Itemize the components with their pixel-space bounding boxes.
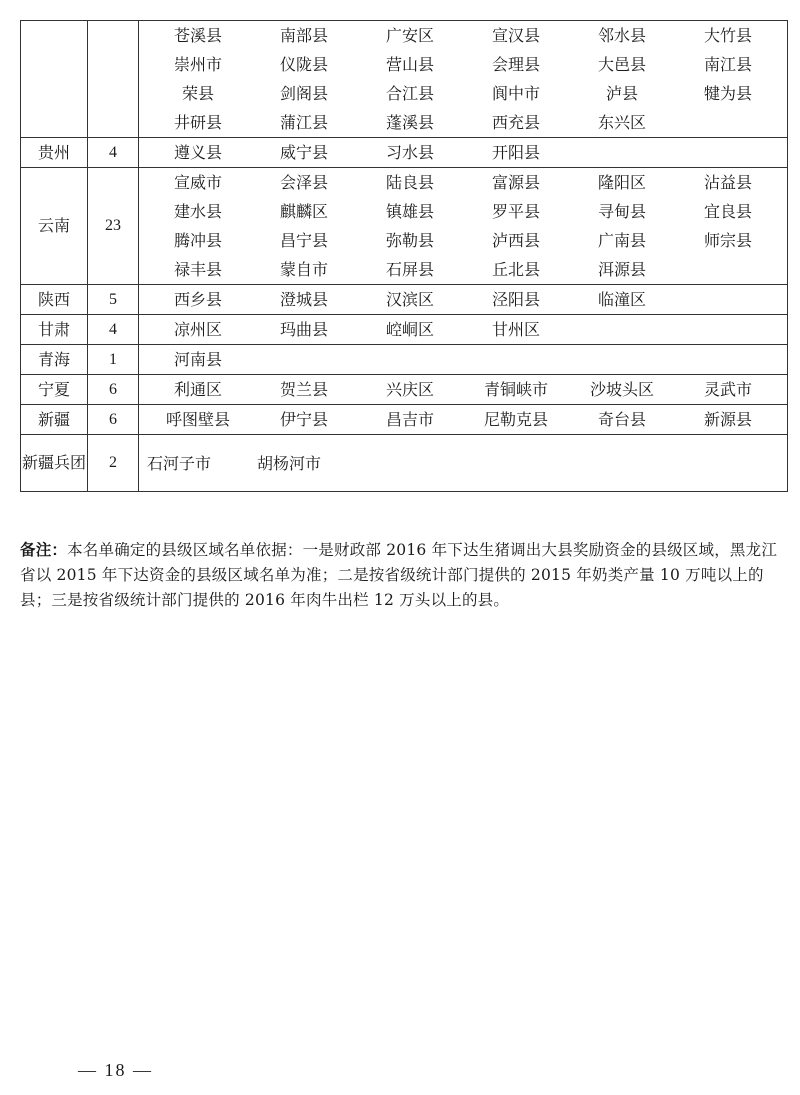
county-name: 开阳县 (491, 143, 540, 162)
county-name: 犍为县 (703, 84, 752, 103)
county-name: 宣汉县 (491, 26, 540, 45)
county-name: 奇台县 (597, 410, 646, 429)
county-name: 澄城县 (279, 290, 328, 309)
county-name: 寻甸县 (597, 202, 646, 221)
count-cell: 4 (88, 138, 139, 168)
county-names-cell (139, 435, 788, 492)
county-name: 灵武市 (703, 380, 752, 399)
county-name: 仪陇县 (279, 55, 328, 74)
county-name: 石屏县 (385, 260, 434, 279)
county-name: 胡杨河市 (257, 453, 322, 473)
county-name: 南江县 (703, 55, 752, 74)
county-name: 青铜峡市 (483, 380, 548, 399)
county-names-cell (139, 345, 788, 375)
province-cell: 云南 (21, 168, 88, 285)
county-name: 泸县 (605, 84, 638, 103)
county-name: 广安区 (385, 26, 434, 45)
table-row (21, 435, 788, 492)
county-name: 伊宁县 (279, 410, 328, 429)
county-name: 井研县 (173, 113, 222, 132)
count-cell: 6 (88, 405, 139, 435)
county-table (20, 20, 788, 492)
county-name: 阆中市 (491, 84, 540, 103)
county-name: 大竹县 (703, 26, 752, 45)
county-name: 蓬溪县 (385, 113, 434, 132)
county-name: 弥勒县 (385, 231, 434, 250)
county-name: 建水县 (173, 202, 222, 221)
footnote-text: 本名单确定的县级区域名单依据：一是财政部 2016 年下达生猪调出大县奖励资金的县级区域，黑龙江省以 2015 年下达资金的县级区域名单为准；二是按省级统计部门提供的 2015 年奶类产量 10 万吨以上的县；三是按省级统计部门提供的 2016 年肉牛出栏 12 万头以上的县。 (20, 541, 778, 609)
page-number: — 18 — (78, 1060, 153, 1080)
county-name (569, 345, 675, 374)
county-name-grid (145, 21, 781, 137)
county-name: 利通区 (173, 380, 222, 399)
county-name (357, 345, 463, 374)
province-cell: 陕西 (21, 285, 88, 315)
province-cell: 新疆兵团 (21, 435, 88, 492)
county-name: 苍溪县 (173, 26, 222, 45)
county-name: 贺兰县 (279, 380, 328, 399)
county-name: 师宗县 (703, 231, 752, 250)
table-row (21, 375, 788, 405)
county-name: 西乡县 (173, 290, 222, 309)
county-name: 隆阳区 (597, 173, 646, 192)
county-name: 遵义县 (173, 143, 222, 162)
county-name: 呼图壁县 (165, 410, 230, 429)
county-name: 沾益县 (703, 173, 752, 192)
county-name: 合江县 (385, 84, 434, 103)
county-name: 麒麟区 (279, 202, 328, 221)
county-name: 蒲江县 (279, 113, 328, 132)
footnote (20, 538, 790, 613)
county-name: 丘北县 (491, 260, 540, 279)
table-row (21, 405, 788, 435)
county-name: 新源县 (703, 410, 752, 429)
county-names-cell (139, 138, 788, 168)
county-names-cell (139, 285, 788, 315)
county-name (675, 285, 781, 314)
count-cell: 23 (88, 168, 139, 285)
county-name (675, 108, 781, 137)
county-name-grid (145, 285, 781, 314)
county-names-cell (139, 405, 788, 435)
count-cell: 6 (88, 375, 139, 405)
county-name (251, 345, 357, 374)
county-name: 习水县 (385, 143, 434, 162)
county-name: 剑阁县 (279, 84, 328, 103)
province-cell: 新疆 (21, 405, 88, 435)
county-name: 泸西县 (491, 231, 540, 250)
county-name: 腾冲县 (173, 231, 222, 250)
county-name (569, 315, 675, 344)
county-name: 沙坡头区 (589, 380, 654, 399)
table-row (21, 315, 788, 345)
county-name: 荣县 (181, 84, 214, 103)
table-row (21, 21, 788, 138)
count-cell (88, 21, 139, 138)
county-name: 甘州区 (491, 320, 540, 339)
province-cell (21, 21, 88, 138)
province-cell: 宁夏 (21, 375, 88, 405)
county-names-cell (139, 168, 788, 285)
county-name: 威宁县 (279, 143, 328, 162)
county-name (675, 315, 781, 344)
county-name-grid (145, 405, 781, 434)
county-name: 石河子市 (147, 453, 212, 473)
county-name: 大邑县 (597, 55, 646, 74)
count-cell: 2 (88, 435, 139, 492)
county-names-cell (139, 375, 788, 405)
county-name: 会理县 (491, 55, 540, 74)
county-name: 泾阳县 (491, 290, 540, 309)
county-name: 镇雄县 (385, 202, 434, 221)
county-name (675, 138, 781, 167)
county-name: 会泽县 (279, 173, 328, 192)
county-name: 宣威市 (173, 173, 222, 192)
county-name: 玛曲县 (279, 320, 328, 339)
table-row (21, 168, 788, 285)
county-name: 南部县 (279, 26, 328, 45)
county-name: 营山县 (385, 55, 434, 74)
county-name: 宜良县 (703, 202, 752, 221)
table-row (21, 138, 788, 168)
county-name: 昌宁县 (279, 231, 328, 250)
county-name: 临潼区 (597, 290, 646, 309)
county-name: 汉滨区 (385, 290, 434, 309)
county-name: 洱源县 (597, 260, 646, 279)
county-name-grid (145, 375, 781, 404)
county-name: 陆良县 (385, 173, 434, 192)
county-name: 邻水县 (597, 26, 646, 45)
province-cell: 青海 (21, 345, 88, 375)
province-cell: 贵州 (21, 138, 88, 168)
county-name: 崇州市 (173, 55, 222, 74)
county-names-cell (139, 315, 788, 345)
county-name: 崆峒区 (385, 320, 434, 339)
county-name: 广南县 (597, 231, 646, 250)
county-name-grid (145, 168, 781, 284)
county-name: 罗平县 (491, 202, 540, 221)
count-cell: 4 (88, 315, 139, 345)
count-cell: 1 (88, 345, 139, 375)
county-name: 河南县 (173, 350, 222, 369)
county-name-grid (145, 449, 781, 478)
county-name: 西充县 (491, 113, 540, 132)
province-cell: 甘肃 (21, 315, 88, 345)
county-name: 昌吉市 (385, 410, 434, 429)
county-name: 禄丰县 (173, 260, 222, 279)
county-name: 富源县 (491, 173, 540, 192)
county-name-grid (145, 345, 781, 374)
county-name (463, 345, 569, 374)
count-cell: 5 (88, 285, 139, 315)
county-name: 凉州区 (173, 320, 222, 339)
table-row (21, 345, 788, 375)
county-name: 东兴区 (597, 113, 646, 132)
footnote-label: 备注： (20, 541, 68, 559)
county-name: 尼勒克县 (483, 410, 548, 429)
table-row (21, 285, 788, 315)
county-name-grid (145, 315, 781, 344)
county-name (675, 345, 781, 374)
county-name-grid (145, 138, 781, 167)
county-names-cell (139, 21, 788, 138)
county-name (675, 255, 781, 284)
county-name: 蒙自市 (279, 260, 328, 279)
county-name: 兴庆区 (385, 380, 434, 399)
county-name (569, 138, 675, 167)
